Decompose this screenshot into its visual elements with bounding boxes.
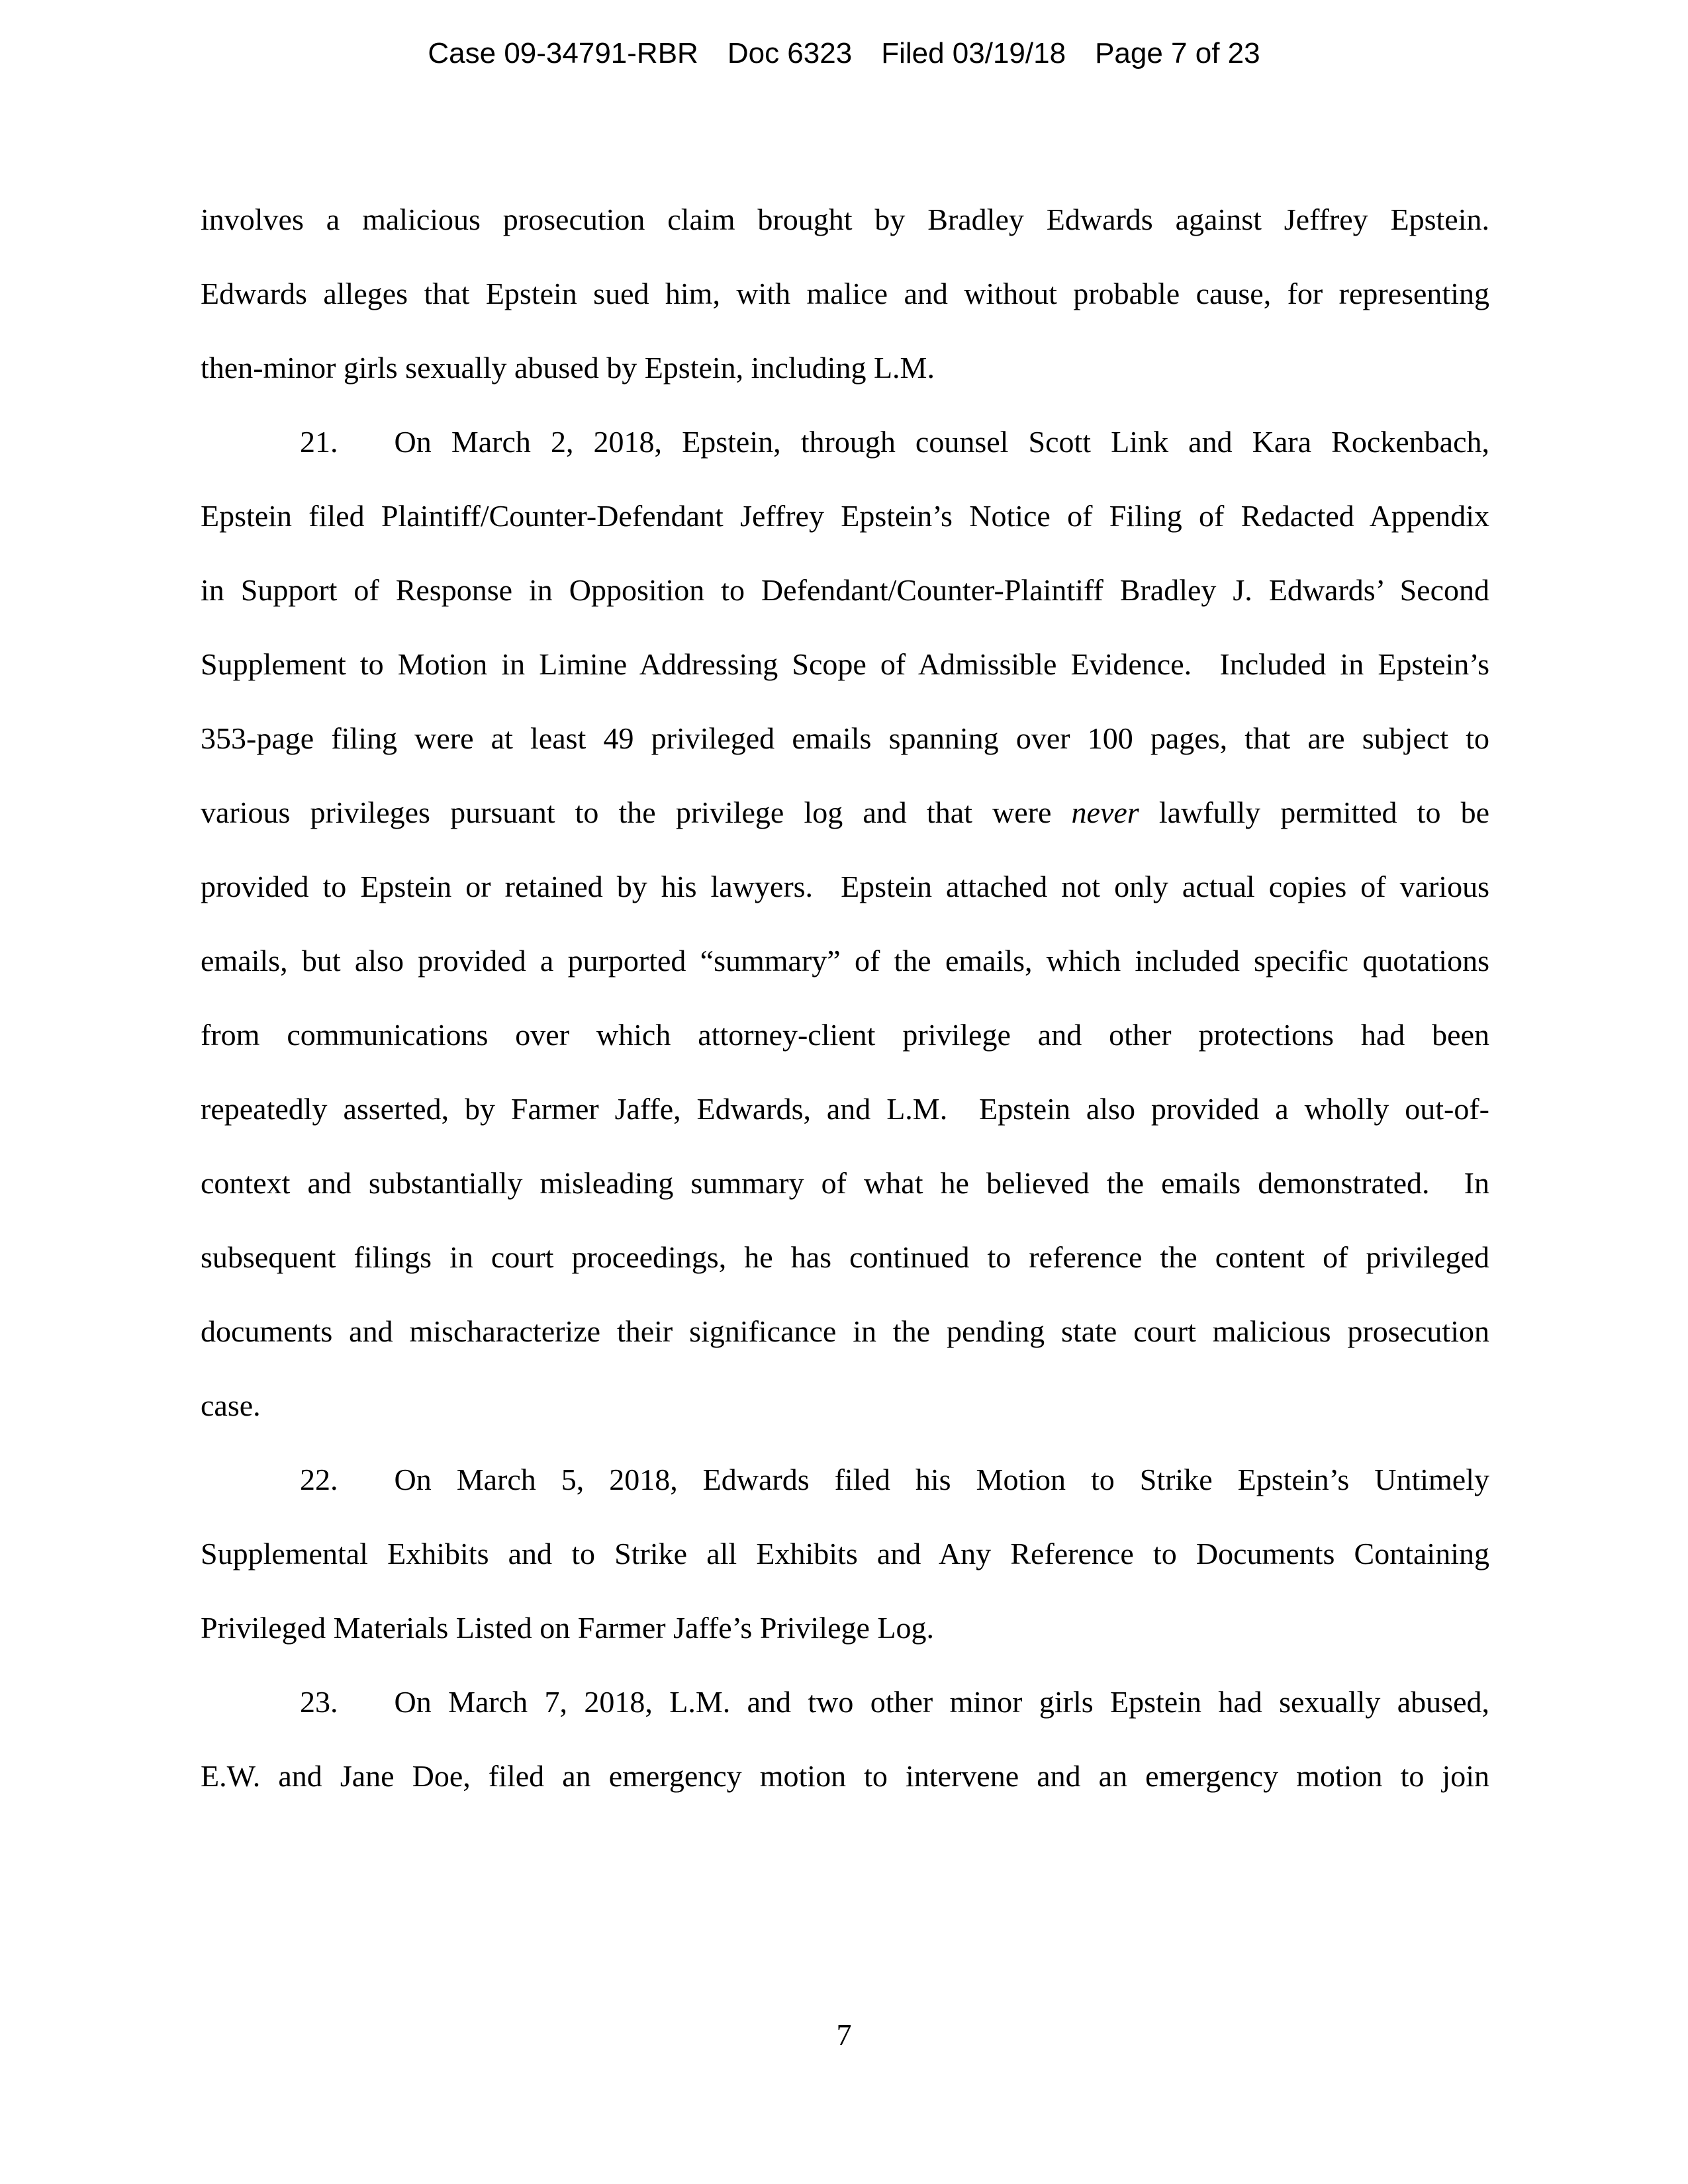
body-line xyxy=(201,1517,1489,1591)
body-line xyxy=(201,776,1489,850)
text-segment: case. xyxy=(201,1388,261,1422)
body-line xyxy=(201,1220,1489,1295)
body-line xyxy=(201,1146,1489,1220)
page-number: 7 xyxy=(836,2018,852,2052)
body-line xyxy=(201,553,1489,627)
text-segment: Privileged Materials Listed on Farmer Jaffe’s Privilege Log. xyxy=(201,1611,934,1645)
text-segment: documents and mischaracterize their significance in the pending state court malicious prosecution xyxy=(201,1314,1489,1348)
italic-text: never xyxy=(1071,796,1139,829)
body-line xyxy=(201,1739,1489,1813)
text-segment: lawfully permitted to be xyxy=(1139,796,1489,829)
header-case-number: Case 09-34791-RBR xyxy=(428,37,698,69)
text-segment: Supplement to Motion in Limine Addressing Scope of Admissible Evidence. Included in Epstein’s xyxy=(201,647,1489,681)
text-segment: 22. xyxy=(300,1463,338,1496)
body-line xyxy=(201,257,1489,331)
body-line xyxy=(201,479,1489,553)
body-line xyxy=(201,998,1489,1072)
text-segment: involves a malicious prosecution claim brought by Bradley Edwards against Jeffrey Epstein. xyxy=(201,203,1489,236)
text-segment: On March 7, 2018, L.M. and two other minor girls Epstein had sexually abused, xyxy=(394,1685,1489,1719)
body-line xyxy=(201,1443,1489,1517)
header-filed-date: Filed 03/19/18 xyxy=(881,37,1066,69)
text-segment: emails, but also provided a purported “summary” of the emails, which included specific quotations xyxy=(201,944,1489,978)
body-line xyxy=(201,850,1489,924)
text-segment: context and substantially misleading summary of what he believed the emails demonstrated. In xyxy=(201,1166,1489,1200)
text-segment: Supplemental Exhibits and to Strike all Exhibits and Any Reference to Documents Containing xyxy=(201,1537,1489,1570)
body-line xyxy=(201,1072,1489,1146)
body-line xyxy=(201,183,1489,257)
text-segment: 21. xyxy=(300,425,338,459)
text-segment: 353-page filing were at least 49 privileged emails spanning over 100 pages, that are subject to xyxy=(201,721,1489,755)
text-segment: then-minor girls sexually abused by Epstein, including L.M. xyxy=(201,351,935,385)
text-segment: Edwards alleges that Epstein sued him, with malice and without probable cause, for representing xyxy=(201,277,1489,310)
body-line xyxy=(201,924,1489,998)
text-segment: repeatedly asserted, by Farmer Jaffe, Edwards, and L.M. Epstein also provided a wholly out-of- xyxy=(201,1092,1489,1126)
body-line xyxy=(201,1591,1489,1665)
body-line xyxy=(201,1369,1489,1443)
text-segment: subsequent filings in court proceedings, he has continued to reference the content of privileged xyxy=(201,1240,1489,1274)
text-segment: provided to Epstein or retained by his lawyers. Epstein attached not only actual copies of various xyxy=(201,870,1489,903)
body-line xyxy=(201,1665,1489,1739)
text-segment: 23. xyxy=(300,1685,338,1719)
text-segment: Epstein filed Plaintiff/Counter-Defendant Jeffrey Epstein’s Notice of Filing of Redacted Appendix xyxy=(201,499,1489,533)
text-segment: On March 2, 2018, Epstein, through counsel Scott Link and Kara Rockenbach, xyxy=(394,425,1489,459)
body-line xyxy=(201,702,1489,776)
document-body xyxy=(201,183,1489,1813)
text-segment: from communications over which attorney-client privilege and other protections had been xyxy=(201,1018,1489,1052)
text-segment: On March 5, 2018, Edwards filed his Motion to Strike Epstein’s Untimely xyxy=(394,1463,1489,1496)
text-segment: various privileges pursuant to the privilege log and that were xyxy=(201,796,1072,829)
court-stamp-header xyxy=(0,37,1688,70)
body-line xyxy=(201,405,1489,479)
text-segment: E.W. and Jane Doe, filed an emergency motion to intervene and an emergency motion to join xyxy=(201,1759,1489,1793)
header-page-of: Page 7 of 23 xyxy=(1095,37,1260,69)
body-line xyxy=(201,1295,1489,1369)
text-segment: in Support of Response in Opposition to Defendant/Counter-Plaintiff Bradley J. Edwards’ Second xyxy=(201,573,1489,607)
body-line xyxy=(201,627,1489,702)
header-doc-number: Doc 6323 xyxy=(727,37,853,69)
body-line xyxy=(201,331,1489,405)
